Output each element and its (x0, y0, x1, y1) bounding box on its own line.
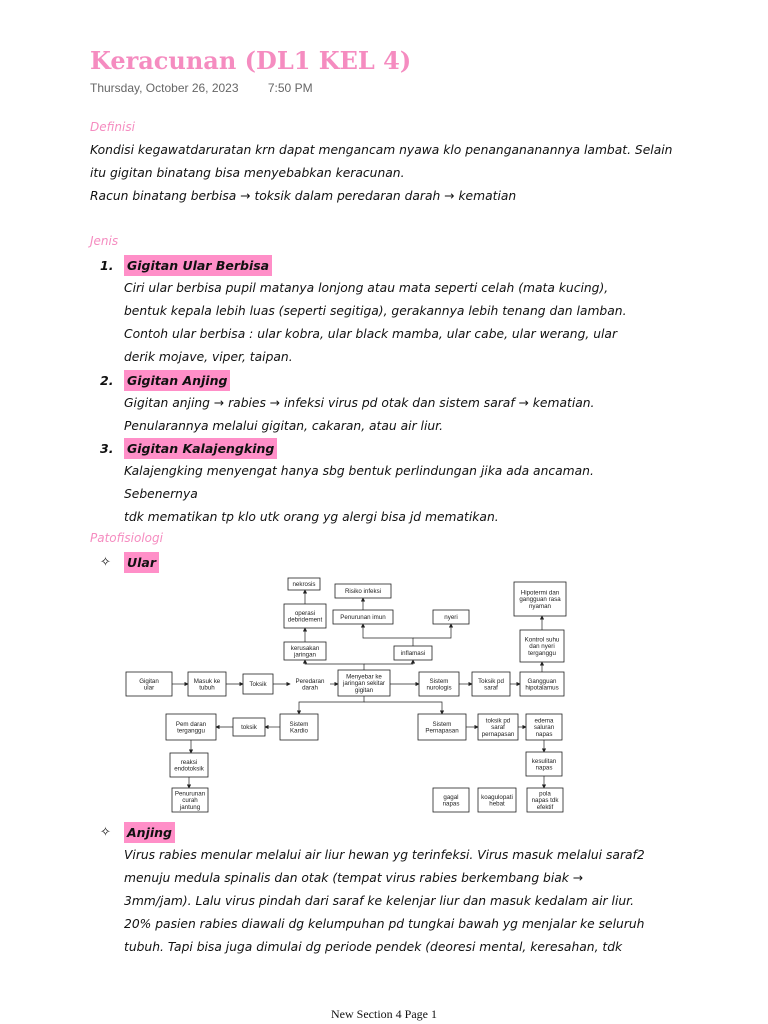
flow-node-text: gagal (443, 793, 459, 801)
flow-node-text: darah (302, 684, 318, 692)
flow-node-penurunan-curah (172, 788, 208, 812)
flow-node-text: nyaman (528, 603, 552, 610)
flow-node-text: nekrosis (292, 581, 316, 589)
flow-node-text: Sistem (429, 677, 449, 685)
flow-node-neurologis (419, 672, 459, 696)
page-timestamp (90, 81, 313, 95)
flow-node-text: Sistem (289, 720, 309, 728)
flow-node-text: jaringan (293, 651, 317, 659)
item-line: tdk mematikan tp klo utk orang yg alergi bisa jd mematikan. (124, 510, 499, 524)
flow-node-text: jaringan sekitar (343, 680, 385, 688)
flow-node-toksik1 (243, 674, 273, 694)
flow-node-text: jantung (179, 804, 201, 811)
flow-node-pola (527, 788, 563, 812)
jenis-item-anjing (100, 369, 700, 438)
anjing-line: 3mm/jam). Lalu virus pindah dari saraf ke kelenjar liur dan masuk kedalam air liur. (124, 894, 634, 908)
flow-node-text: saluran (533, 724, 555, 732)
flow-node-pernapasan (418, 714, 466, 740)
definisi-heading: Definisi (90, 120, 135, 134)
flow-node-toksik2 (233, 718, 265, 736)
item-line: bentuk kepala lebih luas (seperti segitiga), gerakannya lebih tenang dan lamban. (124, 304, 627, 318)
flow-node-operasi (284, 604, 326, 628)
definisi-text (90, 139, 690, 208)
flow-node-text: napas tdk (531, 797, 559, 805)
flow-node-text: Menyebar ke (346, 673, 382, 681)
page-time: 7:50 PM (267, 81, 313, 95)
item-line: Penularannya melalui gigitan, cakaran, atau air liur. (124, 419, 443, 433)
item-number: 3. (100, 441, 114, 456)
item-label-highlight: Gigitan Anjing (124, 370, 230, 391)
flow-arrow (364, 660, 413, 664)
item-line: derik mojave, viper, taipan. (124, 350, 293, 364)
flow-node-text: nurologis (426, 684, 452, 692)
flow-node-kardio (280, 714, 318, 740)
item-number: 1. (100, 258, 114, 273)
flow-node-text: terganggu (177, 727, 205, 735)
flow-node-penurunan-imun (333, 610, 393, 624)
flow-node-inflamasi (394, 646, 432, 660)
flow-arrow (364, 702, 442, 714)
anjing-line: menuju medula spinalis dan otak (tempat virus rabies berkembang biak → (124, 871, 584, 885)
flow-node-edema (526, 714, 562, 740)
flow-node-text: Pem daran (175, 720, 207, 728)
flow-node-risiko (335, 584, 391, 598)
flow-node-text: hebat (489, 800, 505, 808)
flow-node-menyebar (338, 670, 390, 696)
flow-node-text: toksik (241, 724, 257, 732)
flow-node-text: kerusakan (290, 644, 320, 652)
anjing-line: tubuh. Tapi bisa juga dimulai dg periode pendek (deoresi mental, keresahan, tdk (124, 940, 623, 954)
page-date: Thursday, October 26, 2023 (90, 81, 239, 95)
flow-node-text: Penurunan imun (340, 614, 386, 622)
flow-node-text: koagulopati (481, 793, 513, 801)
flow-node-text: Hipotermi dan (520, 589, 560, 597)
jenis-heading: Jenis (90, 234, 119, 248)
flow-node-text: curah (182, 797, 198, 805)
flow-node-text: Masuk ke (193, 677, 221, 685)
flow-node-text: edema (534, 717, 554, 725)
flow-node-text: gangguan rasa (519, 596, 561, 604)
flow-node-text: napas (442, 800, 460, 808)
flow-node-hipotermi (514, 582, 566, 616)
patofisiologi-heading: Patofisiologi (90, 531, 163, 545)
flow-node-text: pernapasan (481, 731, 515, 738)
flow-node-masuk (188, 672, 226, 696)
flow-node-pem-darah (166, 714, 216, 740)
flow-node-peredaran (296, 678, 325, 692)
four-point-star-icon: ✧ (100, 825, 111, 840)
flow-node-text: napas (535, 764, 553, 772)
flow-arrow (299, 696, 364, 714)
item-label-highlight: Gigitan Ular Berbisa (124, 255, 272, 276)
flow-node-text: Toksik pd (478, 677, 504, 685)
flow-node-text: Sistem (432, 720, 452, 728)
definisi-line: Racun binatang berbisa → toksik dalam peredaran darah → kematian (90, 189, 517, 203)
patofisiologi-ular (100, 551, 700, 574)
flow-node-text: saraf (491, 724, 505, 732)
anjing-line: 20% pasien rabies diawali dg kelumpuhan pd tungkai bawah yg menjalar ke seluruh (124, 917, 645, 931)
flow-node-text: reaksi (180, 758, 198, 766)
flow-node-text: saraf (484, 684, 498, 692)
flow-node-text: toksik pd (485, 717, 511, 725)
flow-node-text: Kontrol suhu (524, 636, 560, 644)
flow-node-text: Kardio (290, 727, 308, 735)
flow-node-kerusakan (284, 642, 326, 660)
flow-node-text: Gangguan (527, 677, 557, 685)
flow-node-text: hipotalamus (525, 684, 559, 692)
flow-node-text: Toksik (249, 681, 267, 689)
flow-node-text: operasi (294, 609, 316, 617)
item-label-highlight: Gigitan Kalajengking (124, 438, 277, 459)
flow-node-text: Pernapasan (425, 727, 459, 735)
flow-node-text: napas (535, 731, 553, 738)
jenis-item-kalajengking (100, 437, 700, 529)
jenis-item-ular (100, 254, 700, 369)
flow-node-text: debridement (287, 616, 323, 624)
flow-node-toksik-saraf (472, 672, 510, 696)
flow-arrow (305, 660, 364, 670)
flow-node-text: gigitan (354, 687, 374, 694)
flow-node-text: ular (143, 684, 155, 692)
flow-node-gigitan (126, 672, 172, 696)
item-number: 2. (100, 373, 114, 388)
flow-node-text: Gigitan (139, 677, 159, 685)
item-line: Ciri ular berbisa pupil matanya lonjong atau mata seperti celah (mata kucing), (124, 281, 609, 295)
patofisiologi-ular-flowchart (122, 576, 568, 814)
flow-node-text: Risiko infeksi (344, 588, 382, 596)
flow-node-kesulitan (526, 752, 562, 776)
flow-node-text: tubuh (199, 684, 215, 692)
patofisiologi-anjing (100, 821, 700, 959)
ular-label-highlight: Ular (124, 552, 159, 573)
flow-node-kontrol (520, 630, 564, 662)
flow-node-text: kesulitan (531, 757, 557, 765)
flow-node-gangguan-hipo (520, 672, 564, 696)
flow-node-text: efektif (536, 804, 554, 811)
flow-node-toksik-pernapasan (478, 714, 518, 740)
item-line: Kalajengking menyengat hanya sbg bentuk perlindungan jika ada ancaman. Sebenernya (124, 464, 594, 501)
flow-node-text: pola (539, 790, 551, 798)
item-line: Gigitan anjing → rabies → infeksi virus pd otak dan sistem saraf → kematian. (124, 396, 595, 410)
flow-node-koagulopati (478, 788, 516, 812)
item-line: Contoh ular berbisa : ular kobra, ular black mamba, ular cabe, ular werang, ular (124, 327, 618, 341)
page-footer: New Section 4 Page 1 (331, 1007, 437, 1021)
flow-node-nyeri (433, 610, 469, 624)
page-title: Keracunan (DL1 KEL 4) (90, 46, 412, 75)
anjing-label-highlight: Anjing (124, 822, 175, 843)
flow-node-text: dan nyeri (529, 643, 555, 651)
flow-arrow (363, 624, 413, 646)
flow-node-text: endotoksik (174, 765, 204, 773)
flow-node-text: terganggu (528, 650, 556, 657)
flow-node-text: inflamasi (400, 650, 426, 658)
flow-arrow (413, 624, 451, 638)
flow-node-gagal (433, 788, 469, 812)
flow-node-nekrosis (288, 578, 320, 590)
four-point-star-icon: ✧ (100, 555, 111, 570)
flow-node-reaksi (170, 753, 208, 777)
definisi-line: itu gigitan binatang bisa menyebabkan keracunan. (90, 166, 405, 180)
anjing-line: Virus rabies menular melalui air liur hewan yg terinfeksi. Virus masuk melalui saraf2 (124, 848, 645, 862)
flow-node-text: Penurunan (174, 790, 206, 798)
flow-node-text: nyeri (444, 614, 458, 622)
flow-node-text: Peredaran (295, 677, 325, 685)
definisi-line: Kondisi kegawatdaruratan krn dapat mengancam nyawa klo penangananannya lambat. Selain (90, 143, 673, 157)
